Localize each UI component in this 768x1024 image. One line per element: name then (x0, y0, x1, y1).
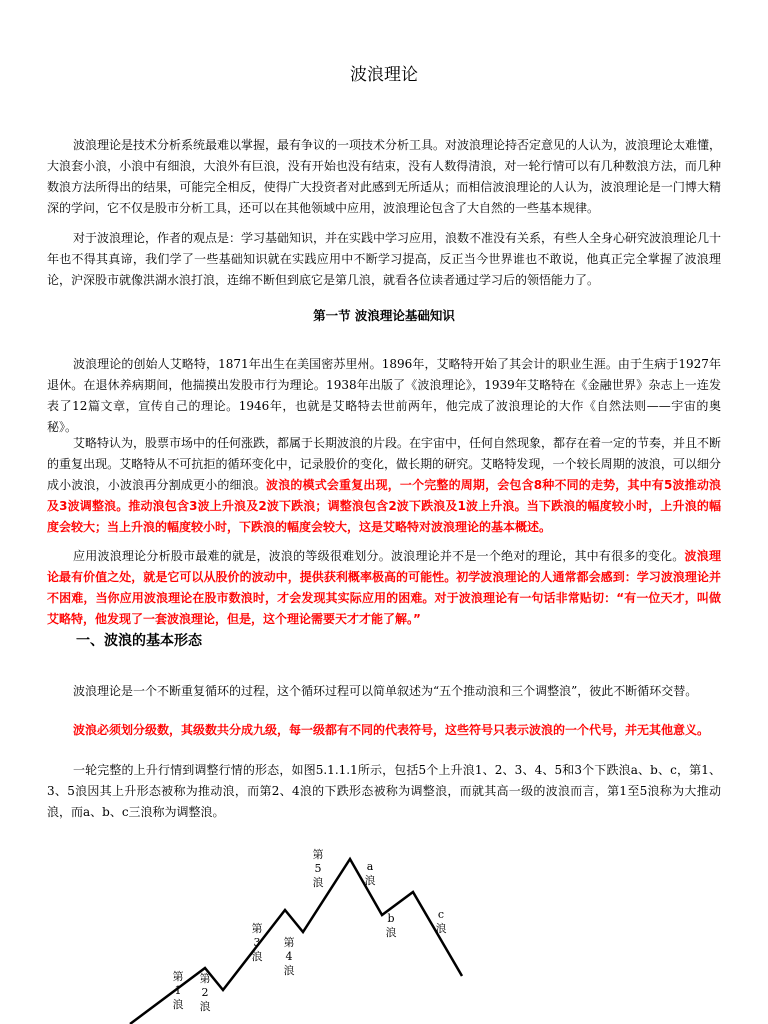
wave-label-5-di: 第 (312, 848, 324, 861)
wave-label-7-num: b (387, 912, 395, 925)
part-paragraph-2: 波浪必须划分级数，其级数共分成九级，每一级都有不同的代表符号，这些符号只表示波浪的一个代号，并无其他意义。 (73, 723, 710, 737)
wave-label-4-num: 4 (285, 950, 293, 963)
wave-label-2-di: 第 (199, 972, 211, 985)
section-paragraph-2 (47, 433, 721, 538)
wave-label-4-lang: 浪 (283, 964, 295, 977)
wave-label-7-lang: 浪 (385, 926, 397, 939)
wave-label-8-num: c (437, 908, 445, 921)
sub-heading: 一、波浪的基本形态 (76, 633, 202, 649)
wave-label-4-di: 第 (283, 936, 295, 949)
wave-label-6-num: a (366, 860, 374, 873)
wave-label-5-num: 5 (314, 862, 322, 875)
part-paragraph-3: 一轮完整的上升行情到调整行情的形态，如图5.1.1.1所示，包括5个上升浪1、2、3、4、5和3个下跌浪a、b、c，第1、3、5浪因其上升形态被称为推动浪，而第2、4浪的下跌形态被称为调整浪，而就其高一级的波浪而言，第1至5浪称为大推动浪，而a、b、c三浪称为调整浪。 (47, 763, 721, 819)
highlight-text: 波浪理论最有价值之处，就是它可以从股价的波动中，提供获利概率极高的可能性。初学波浪理论的人通常都会感到：学习波浪理论并不困难，当你应用波浪理论在股市数浪时，才会发现其实际应用的困难。对于波浪理论有一句话非常贴切：“有一位天才，叫做艾略特，他发现了一套波浪理论，但是，这个理论需要天才才能了解。” (47, 549, 721, 626)
section-heading: 第一节 波浪理论基础知识 (313, 308, 455, 323)
wave-diagram (0, 840, 768, 1024)
wave-label-1-lang: 浪 (172, 998, 184, 1011)
page-title: 波浪理论 (350, 65, 418, 85)
wave-label-2-lang: 浪 (199, 1000, 211, 1013)
highlight-text: 波浪的模式会重复出现，一个完整的周期，会包含8种不同的走势，其中有5波推动浪及3波调整浪。推动浪包含3波上升浪及2波下跌浪；调整浪包含2波下跌浪及1波上升浪。当下跌浪的幅度较小时，上升浪的幅度会较大；当上升浪的幅度较小时，下跌浪的幅度会较大，这是艾略特对波浪理论的基本概述。 (47, 478, 721, 534)
wave-label-6-lang: 浪 (364, 874, 376, 887)
part-paragraph-1: 波浪理论是一个不断重复循环的过程，这个循环过程可以简单叙述为“五个推动浪和三个调整浪”，彼此不断循环交替。 (73, 684, 698, 698)
paragraph-text: 应用波浪理论分析股市最难的就是，波浪的等级很难划分。波浪理论并不是一个绝对的理论，其中有很多的变化。 (73, 549, 685, 563)
wave-label-3-num: 3 (253, 936, 261, 949)
wave-label-8-lang: 浪 (435, 922, 447, 935)
wave-label-3-di: 第 (251, 922, 263, 935)
wave-label-1-di: 第 (172, 970, 184, 983)
wave-label-5-lang: 浪 (312, 876, 324, 889)
wave-label-3-lang: 浪 (251, 950, 263, 963)
paragraph-text: 艾略特认为，股票市场中的任何涨跌，都属于长期波浪的片段。在宇宙中，任何自然现象，都存在着一定的节奏，并且不断的重复出现。艾略特从不可抗拒的循环变化中，记录股价的变化，做长期的研究。艾略特发现，一个较长周期的波浪，可以细分成小波浪，小波浪再分割成更小的细浪。 (47, 436, 722, 492)
intro-paragraph-2: 对于波浪理论，作者的观点是：学习基础知识，并在实践中学习应用，浪数不准没有关系，有些人全身心研究波浪理论几十年也不得其真谛，我们学了一些基础知识就在实践应用中不断学习提高，反正当今世界谁也不敢说，他真正完全掌握了波浪理论，沪深股市就像洪湖水浪打浪，连绵不断但到底它是第几浪，就看各位读者通过学习后的领悟能力了。 (47, 231, 722, 287)
wave-labels (173, 848, 447, 1013)
section-paragraph-3 (47, 546, 721, 630)
wave-label-2-num: 2 (201, 986, 209, 999)
wave-label-1-num: 1 (174, 984, 182, 997)
section-paragraph-1: 波浪理论的创始人艾略特，1871年出生在美国密苏里州。1896年，艾略特开始了其会计的职业生涯。由于生病于1927年退休。在退休养病期间，他揣摸出发股市行为理论。1938年出版了《波浪理论》，1939年艾略特在《金融世界》杂志上一连发表了12篇文章，宣传自己的理论。1946年，也就是艾略特去世前两年，他完成了波浪理论的大作《自然法则——宇宙的奥秘》。 (47, 357, 721, 434)
intro-paragraph-1: 波浪理论是技术分析系统最难以掌握，最有争议的一项技术分析工具。对波浪理论持否定意见的人认为，波浪理论太难懂，大浪套小浪，小浪中有细浪，大浪外有巨浪，没有开始也没有结束，没有人数得清浪，对一轮行情可以有几种数浪方法，而几种数浪方法所得出的结果，可能完全相反，使得广大投资者对此感到无所适从；而相信波浪理论的人认为，波浪理论是一门博大精深的学问，它不仅是股市分析工具，还可以在其他领域中应用，波浪理论包含了大自然的一些基本规律。 (47, 138, 722, 215)
